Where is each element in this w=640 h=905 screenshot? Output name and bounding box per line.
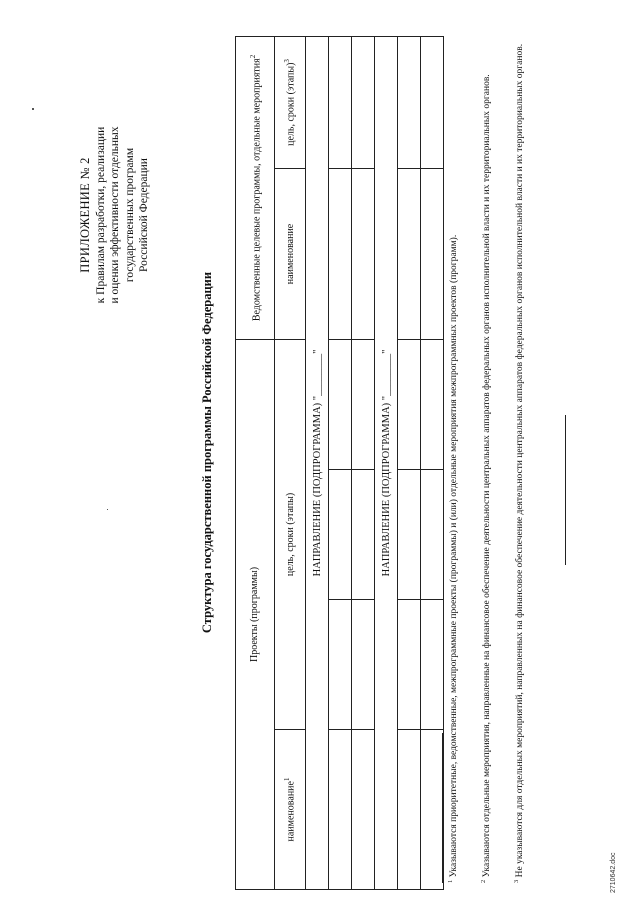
table-header-row	[275, 36, 306, 889]
table-row	[398, 36, 421, 889]
table-cell	[329, 600, 352, 730]
direction-row	[306, 36, 329, 889]
column-header-label: наименование	[285, 781, 297, 842]
appendix-line: государственных программ	[123, 147, 136, 283]
departmental-group-label: Ведомственные целевые программы, отдельные мероприятия	[251, 58, 263, 322]
footnote-mark: 2	[480, 879, 487, 883]
table-cell	[421, 36, 444, 168]
table-cell	[398, 730, 421, 890]
table-header-row	[236, 36, 275, 889]
table-cell	[398, 339, 421, 469]
column-header	[275, 36, 306, 168]
column-header	[275, 339, 306, 729]
footnote-mark: 1	[447, 879, 454, 883]
column-header	[275, 168, 306, 339]
table-cell	[421, 168, 444, 339]
table-cell	[352, 470, 375, 600]
footnote-ref: 1	[283, 777, 292, 782]
table-cell	[398, 600, 421, 730]
table-cell	[352, 600, 375, 730]
table-row	[352, 36, 375, 889]
appendix-header	[78, 85, 152, 345]
file-code: 2710642.doc	[610, 852, 617, 893]
appendix-line: к Правилам разработки, реализации	[94, 126, 107, 304]
footnote-separator	[442, 733, 443, 883]
table-cell	[352, 168, 375, 339]
footnote-mark: 3	[513, 879, 520, 883]
table-cell	[398, 36, 421, 168]
table-cell	[329, 730, 352, 890]
departmental-group-header	[236, 36, 275, 339]
table-cell	[398, 470, 421, 600]
footnote	[511, 23, 526, 883]
footnote-text: Не указываются для отдельных мероприятий, направленных на финансовое обеспечение деятельности центральных аппаратов федеральных органов исполнительной власти и их территориальных органов.	[515, 43, 526, 878]
table-cell	[329, 470, 352, 600]
direction-row	[375, 36, 398, 889]
table-cell	[352, 36, 375, 168]
table-cell	[329, 36, 352, 168]
projects-group-header	[236, 339, 275, 889]
table-cell	[421, 470, 444, 600]
footnote-text: Указываются приоритетные, ведомственные, межпрограммные проекты (программы) и (или) отдельные мероприятия межпрограммных проектов (программ).	[449, 234, 460, 878]
scan-dot	[32, 108, 34, 110]
column-header-label: цель, сроки (этапы)	[285, 62, 297, 146]
table-cell	[352, 339, 375, 469]
table-cell	[421, 730, 444, 890]
footnote-text: Указываются отдельные мероприятия, направленные на финансовое обеспечение деятельности центральных аппаратов федеральных органов исполнительной власти и их территориальных органов.	[482, 74, 493, 878]
table-cell	[421, 339, 444, 469]
column-header-label: наименование	[284, 223, 296, 285]
column-header-label: цель, сроки (этапы)	[284, 492, 296, 577]
footnote-ref: 3	[283, 59, 292, 63]
column-header	[275, 730, 306, 890]
separator-line	[565, 415, 566, 565]
program-structure-table	[235, 36, 444, 890]
table-cell	[421, 600, 444, 730]
footnote	[478, 23, 493, 883]
appendix-title: ПРИЛОЖЕНИЕ № 2	[78, 157, 92, 273]
document-title: Структура государственной программы Российской Федерации	[200, 271, 214, 634]
table-row	[329, 36, 352, 889]
direction-label: НАПРАВЛЕНИЕ (ПОДПРОГРАММА) "________"	[375, 36, 398, 889]
footnote	[445, 23, 460, 883]
scan-dot	[107, 509, 108, 510]
table-row	[421, 36, 444, 889]
table-cell	[329, 168, 352, 339]
projects-group-label: Проекты (программы)	[249, 566, 260, 662]
appendix-line: и оценки эффективности отдельных	[109, 126, 121, 304]
footnote-ref: 2	[248, 54, 257, 59]
appendix-line: Российской Федерации	[138, 158, 150, 272]
table-cell	[352, 730, 375, 890]
table-cell	[398, 168, 421, 339]
table-cell	[329, 339, 352, 469]
direction-label: НАПРАВЛЕНИЕ (ПОДПРОГРАММА) "________"	[306, 36, 329, 889]
